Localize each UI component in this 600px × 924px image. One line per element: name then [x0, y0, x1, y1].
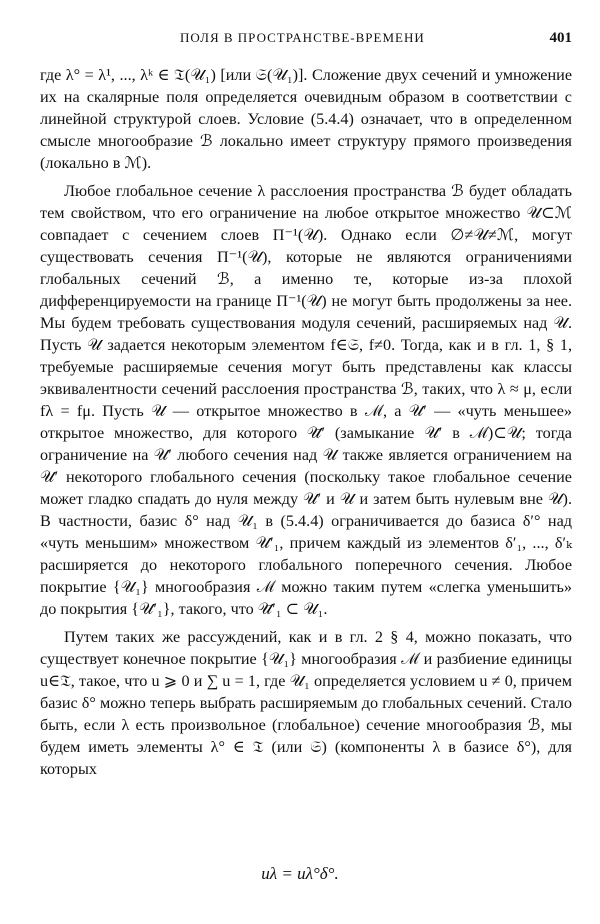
display-formula: uλ = uλ°δ°.: [261, 864, 339, 883]
page-number: 401: [549, 30, 572, 46]
paragraph-3: Путем таких же рассуждений, как и в гл. 2 § 4, можно показать, что существует конечное покрытие {𝒰₁} многообразия ℳ и разбиение единицы u∈𝔗, такое, что u ⩾ 0 и ∑ u = 1, где 𝒰₁ определяется условием u ≠ 0, причем базис δ° можно теперь выбрать расширяемым до глобальных сечений. Стало быть, если λ есть произвольное (глобальное) сечение многообразия ℬ, мы будем иметь элементы λ° ∈ 𝔗 (или 𝔖) (компоненты λ в базисе δ°), для которых: [40, 628, 572, 778]
paragraph-1: где λ° = λ¹, ..., λᵏ ∈ 𝔗(𝒰₁) [или 𝔖(𝒰₁)]. Сложение двух сечений и умножение их на скалярные поля определяется очевидным образом в соответствии с линейной структурой слоев. Условие (5.4.4) означает, что в определенном смысле многообразие ℬ локально имеет структуру прямого произведения (локально в ℳ).: [40, 66, 572, 172]
running-title: ПОЛЯ В ПРОСТРАНСТВЕ-ВРЕМЕНИ: [180, 30, 425, 45]
body-text: [40, 64, 572, 786]
page-header: [40, 30, 572, 50]
paragraph-2: Любое глобальное сечение λ расслоения пространства ℬ будет обладать тем свойством, что его ограничение на любое открытое множество 𝒰⊂ℳ совпадает с сечением слоев Π⁻¹(𝒰). Однако если ∅≠𝒰≠ℳ, могут существовать сечения Π⁻¹(𝒰), которые не являются ограничениями глобальных сечений ℬ, а именно те, которые из-за плохой дифференцируемости на границе Π⁻¹(𝒰) не могут быть продолжены за нее. Мы будем требовать существования модуля сечений, расширяемых над 𝒰. Пусть 𝒰 задается некоторым элементом f∈𝔖, f≠0. Тогда, как и в гл. 1, § 1, требуемые расширяемые сечения могут быть представлены как классы эквивалентности сечений расслоения пространства ℬ, таких, что λ ≈ μ, если fλ = fμ. Пусть 𝒰 — открытое множество в ℳ, а 𝒰′ — «чуть меньшее» открытое множество, для которого 𝒰̄′ (замыкание 𝒰′ в ℳ)⊂𝒰; тогда ограничение на 𝒰′ любого сечения над 𝒰 также является ограничением на 𝒰′ некоторого глобального сечения (поскольку такое глобальное сечение может гладко спадать до нуля между 𝒰′ и 𝒰 и затем быть нулевым вне 𝒰). В частности, базис δ° над 𝒰₁ в (5.4.4) ограничивается до базиса δ′° над «чуть меньшим» множеством 𝒰′₁, причем каждый из элементов δ′₁, ..., δ′ₖ расширяется до некоторого глобального поперечного сечения. Любое покрытие {𝒰₁} многообразия ℳ можно таким путем «слегка уменьшить» до покрытия {𝒰′₁}, такого, что 𝒰̄′₁ ⊂ 𝒰₁.: [40, 182, 572, 618]
